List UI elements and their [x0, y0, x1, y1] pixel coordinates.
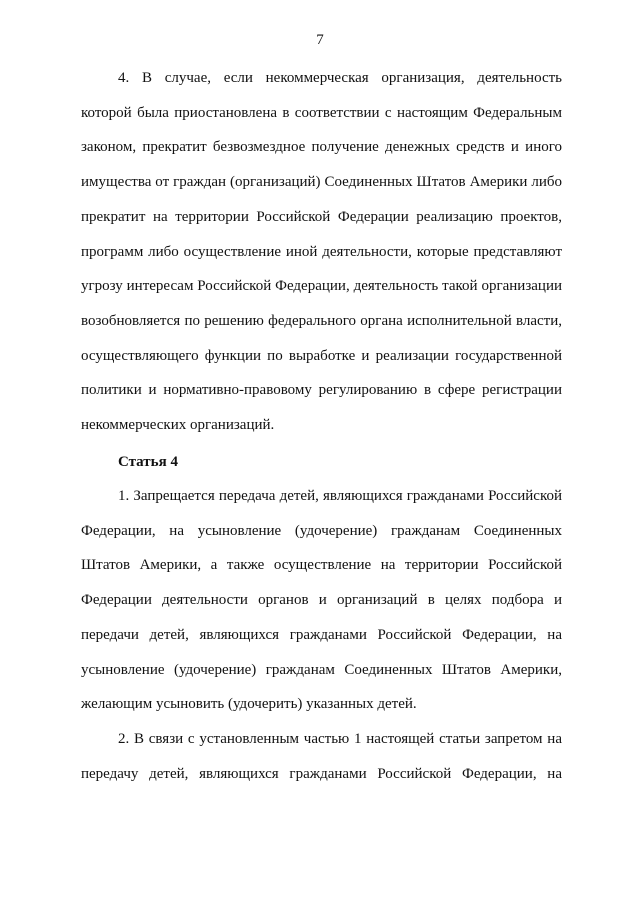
paragraph-section-3: [81, 722, 562, 791]
paragraph: 1. Запрещается передача детей, являющихся гражданами Российской Федерации, на усыновление (удочерение) гражданам Соединенных Штатов Америки, а также осуществление на территории Российской Федерации деятельности органов и организаций в целях подбора и передачи детей, являющихся гражданами Российской Федерации, на усыновление (удочерение) гражданам Соединенных Штатов Америки, желающим усыновить (удочерить) указанных детей.: [81, 488, 562, 713]
page-number: 7: [316, 32, 324, 48]
paragraph-section-2: [81, 479, 562, 722]
paragraph-section-1: [81, 61, 562, 443]
paragraph: 4. В случае, если некоммерческая организация, деятельность которой была приостановлена в соответствии с настоящим Федеральным законом, прекратит безвозмездное получение денежных средств и иного имущества от граждан (организаций) Соединенных Штатов Америки либо прекратит на территории Российской Федерации реализацию проектов, программ либо осуществление иной деятельности, которые представляют угрозу интересам Российской Федерации, деятельность такой организации возобновляется по решению федерального органа исполнительной власти, осуществляющего функции по выработке и реализации государственной политики и нормативно-правовому регулированию в сфере регистрации некоммерческих организаций.: [81, 70, 562, 434]
paragraph: 2. В связи с установленным частью 1 настоящей статьи запретом на передачу детей, являющихся гражданами Российской Федерации, на: [81, 731, 562, 782]
article-heading: Статья 4: [118, 454, 178, 470]
